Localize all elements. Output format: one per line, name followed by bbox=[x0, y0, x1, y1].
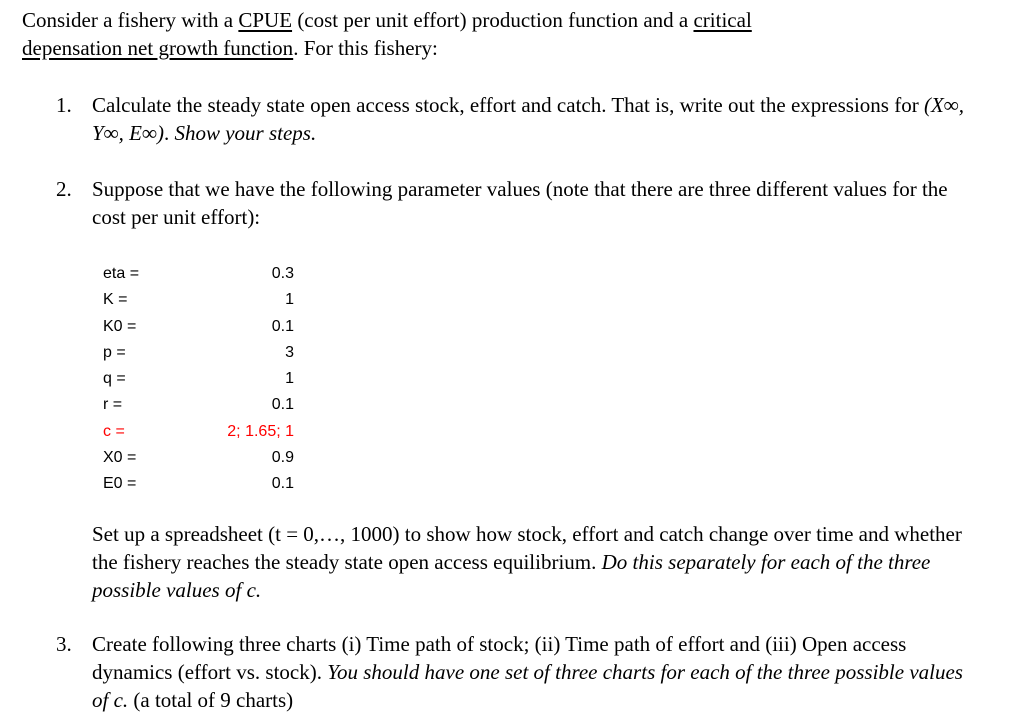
spreadsheet-text: Set up a spreadsheet (t = 0,…, 1000) to show how stock, effort and catch change over time and whether the fishery reaches the steady state open access equilibrium. bbox=[92, 522, 962, 574]
steady-state-expression: (X∞, Y∞, E∞) bbox=[92, 93, 964, 145]
param-value: 0.9 bbox=[271, 449, 294, 467]
param-value: 0.1 bbox=[271, 396, 294, 414]
param-row-k bbox=[103, 284, 303, 310]
intro-paragraph bbox=[22, 6, 1002, 62]
param-label: q = bbox=[103, 370, 126, 388]
question-1-body bbox=[92, 91, 976, 147]
param-label: r = bbox=[103, 396, 123, 414]
param-label: eta = bbox=[103, 265, 140, 282]
question-3-number: 3. bbox=[56, 632, 72, 656]
intro-text-2: (cost per unit effort) production function and a bbox=[292, 8, 694, 32]
param-label: E0 = bbox=[103, 475, 137, 493]
question-3-tail: (a total of 9 charts) bbox=[128, 688, 294, 712]
param-row-x0 bbox=[103, 442, 303, 468]
param-label: K0 = bbox=[103, 317, 137, 335]
critical-term: critical bbox=[693, 8, 752, 32]
param-value: 0.3 bbox=[271, 265, 294, 282]
question-1-text: Calculate the steady state open access stock, effort and catch. That is, write out the expressions for bbox=[92, 93, 924, 117]
intro-text-1: Consider a fishery with a bbox=[22, 8, 239, 32]
depensation-term: depensation net growth function bbox=[22, 36, 294, 60]
param-row-p bbox=[103, 337, 303, 363]
param-label: p = bbox=[103, 343, 126, 361]
param-value: 1 bbox=[285, 370, 294, 388]
question-3 bbox=[56, 630, 976, 714]
param-row-e0 bbox=[103, 468, 303, 494]
question-3-text: Create following three charts (i) Time path of stock; (ii) Time path of effort and (iii) Open access dynamics (effort vs. stock). bbox=[92, 632, 907, 684]
question-1-number: 1. bbox=[56, 93, 72, 117]
spreadsheet-italic-note: Do this separately for each of the three possible values of c. bbox=[92, 550, 931, 602]
param-value: 2; 1.65; 1 bbox=[227, 422, 294, 440]
question-2-text: Suppose that we have the following parameter values (note that there are three different values for the cost per unit effort): bbox=[92, 177, 948, 229]
intro-text-3: . For this fishery: bbox=[293, 36, 438, 60]
param-value: 3 bbox=[285, 343, 294, 361]
param-label: K = bbox=[103, 291, 128, 309]
param-label: c = bbox=[103, 422, 125, 440]
question-2-number: 2. bbox=[56, 177, 72, 201]
param-row-k0 bbox=[103, 311, 303, 337]
param-row-q bbox=[103, 363, 303, 389]
cpue-term: CPUE bbox=[238, 8, 293, 32]
param-row-r bbox=[103, 389, 303, 415]
param-label: X0 = bbox=[103, 449, 137, 467]
question-1-instruction: Show your steps. bbox=[174, 121, 317, 145]
question-3-body bbox=[92, 630, 976, 714]
question-1-period: . bbox=[163, 121, 175, 145]
question-1 bbox=[56, 91, 976, 147]
param-value: 1 bbox=[285, 291, 294, 309]
param-value: 0.1 bbox=[271, 475, 294, 493]
param-row-eta bbox=[103, 258, 303, 284]
parameter-table bbox=[103, 258, 303, 495]
param-value: 0.1 bbox=[271, 317, 294, 335]
question-3-italic-note: You should have one set of three charts for each of the three possible values of c. bbox=[92, 660, 963, 712]
param-row-c bbox=[103, 416, 303, 442]
spreadsheet-instruction bbox=[92, 520, 972, 604]
question-2 bbox=[56, 175, 976, 231]
